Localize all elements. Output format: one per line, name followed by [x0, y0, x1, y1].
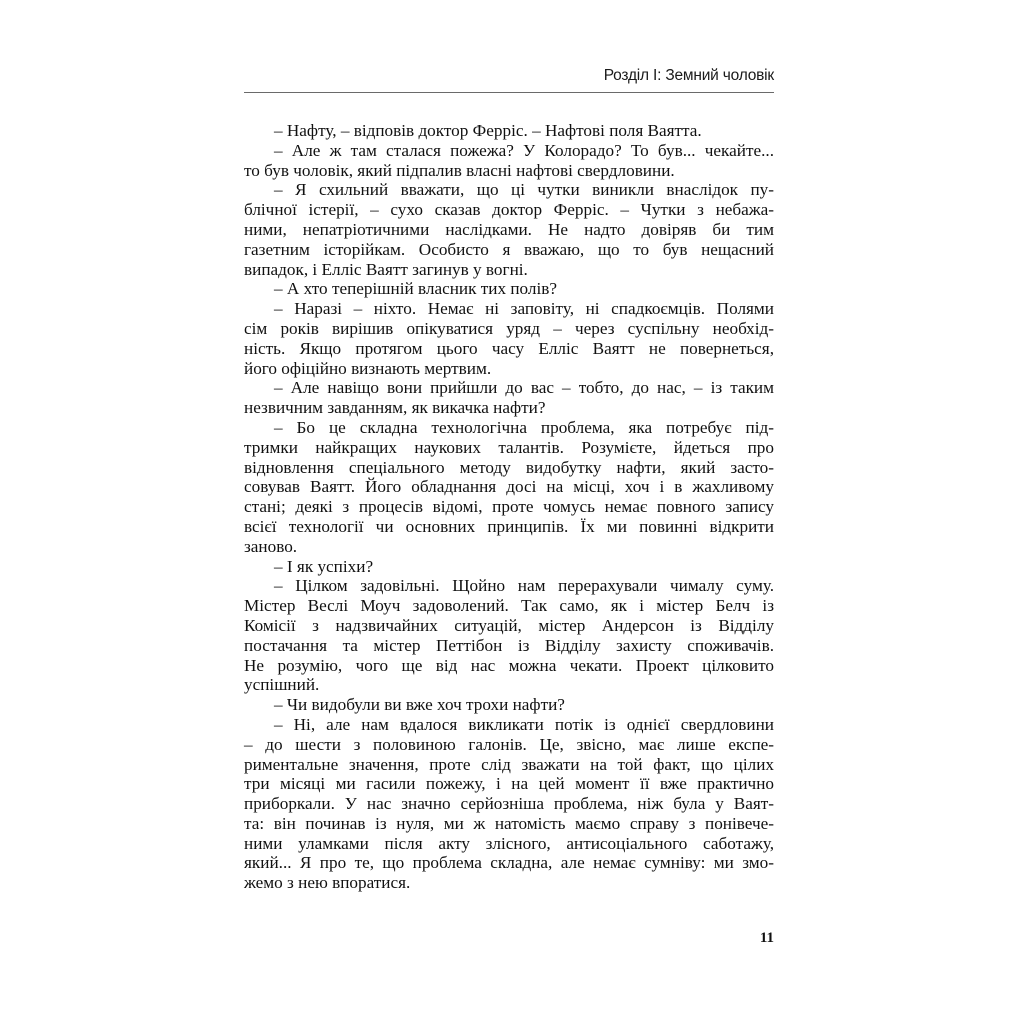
text-line: всієї технології чи основних принципів. Їх ми повинні відкрити	[244, 516, 774, 536]
page-number: 11	[759, 930, 774, 946]
text-line: – Бо це складна технологічна проблема, яка потребує під-	[274, 417, 774, 437]
text-line: совував Ваятт. Його обладнання досі на місці, хоч і в жахливому	[244, 477, 774, 497]
text-line: постачання та містер Петтібон із Відділу захисту споживачів.	[244, 635, 774, 655]
text-line: – Чи видобули ви вже хоч трохи нафти?	[274, 695, 565, 715]
text-line: – Ні, але нам вдалося викликати потік із однієї свердловини	[274, 714, 774, 734]
text-line: Не розумію, чого ще від нас можна чекати. Проект цілковито	[244, 655, 774, 675]
text-line: стані; деякі з процесів відомі, проте чомусь немає повного запису	[244, 497, 774, 517]
text-line: та: він починав із нуля, ми ж натомість маємо справу з понівече-	[244, 813, 774, 833]
text-line: відновлення спеціального методу видобутку нафти, який засто-	[244, 457, 774, 477]
text-line: блічної істерії, – сухо сказав доктор Ферріс. – Чутки з небажа-	[244, 200, 774, 220]
running-head: Розділ І: Земний чоловік	[603, 67, 774, 84]
text-line: риментальне значення, проте слід зважати на той факт, що цілих	[244, 754, 774, 774]
text-line: ними уламками після акту злісного, антисоціального саботажу,	[244, 833, 774, 853]
text-line: газетним історійкам. Особисто я вважаю, що то був нещасний	[244, 239, 774, 259]
text-line: його офіційно визнають мертвим.	[244, 358, 492, 378]
text-line: успішний.	[244, 675, 320, 695]
text-line: ними, непатріотичними наслідками. Не надто довіряв би тим	[244, 219, 774, 239]
text-line: незвичним завданням, як викачка нафти?	[244, 398, 546, 418]
text-line: ність. Якщо протягом цього часу Елліс Ваятт не повернеться,	[244, 338, 774, 358]
text-line: жемо з нею впоратися.	[244, 873, 411, 893]
header-rule	[244, 92, 774, 93]
text-line: – Цілком задовільні. Щойно нам перерахували чималу суму.	[274, 576, 774, 596]
text-line: який... Я про те, що проблема складна, але немає сумніву: ми змо-	[244, 853, 774, 873]
text-line: випадок, і Елліс Ваятт загинув у вогні.	[244, 259, 528, 279]
text-line: то був чоловік, який підпалив власні нафтові свердловини.	[244, 160, 675, 180]
text-line: Комісії з надзвичайних ситуацій, містер Андерсон із Відділу	[244, 615, 774, 635]
text-line: – Але ж там сталася пожежа? У Колорадо? То був... чекайте...	[274, 140, 774, 160]
text-line: приборкали. У нас значно серйозніша проблема, ніж була у Ваят-	[244, 794, 774, 814]
text-line: – Я схильний вважати, що ці чутки виникли внаслідок пу-	[274, 180, 774, 200]
text-line: – до шести з половиною галонів. Це, звісно, має лише експе-	[244, 734, 774, 754]
text-line: заново.	[244, 536, 298, 556]
text-line: тримки найкращих наукових талантів. Розумієте, йдеться про	[244, 437, 774, 457]
body-text	[244, 121, 774, 893]
text-line: – Наразі – ніхто. Немає ні заповіту, ні спадкоємців. Полями	[274, 299, 774, 319]
text-line: – Але навіщо вони прийшли до вас – тобто, до нас, – із таким	[274, 378, 774, 398]
text-line: сім років вирішив опікуватися уряд – через суспільну необхід-	[244, 318, 774, 338]
text-line: три місяці ми гасили пожежу, і на цей момент її вже практично	[244, 774, 774, 794]
text-line: Містер Веслі Моуч задоволений. Так само, як і містер Белч із	[244, 596, 774, 616]
text-line: – І як успіхи?	[274, 556, 374, 576]
text-line: – Нафту, – відповів доктор Ферріс. – Нафтові поля Ваятта.	[274, 121, 702, 140]
text-line: – А хто теперішній власник тих полів?	[274, 279, 558, 299]
